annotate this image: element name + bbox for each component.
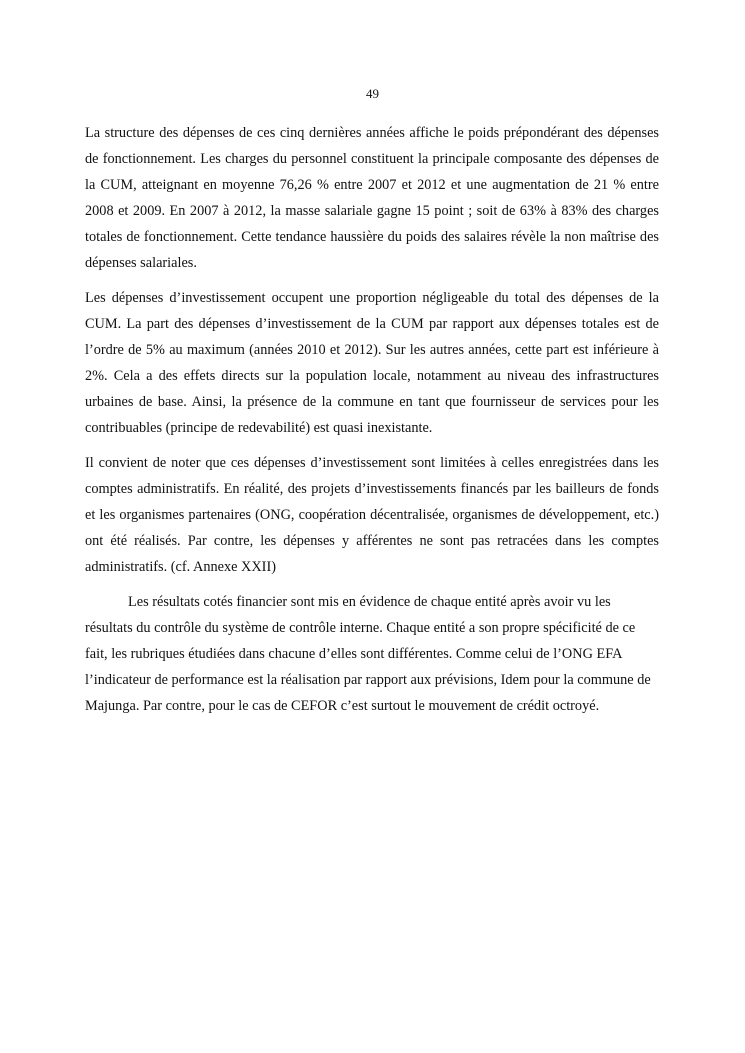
- paragraph-financial-results: Les résultats cotés financier sont mis en évidence de chaque entité après avoir vu les résultats du contrôle du système de contrôle interne. Chaque entité a son propre spécificité de ce fait, les rubriques étudiées dans chacune d’elles sont différentes. Comme celui de l’ONG EFA l’indicateur de performance est la réalisation par rapport aux prévisions, Idem pour la commune de Majunga. Par contre, pour le cas de CEFOR c’est surtout le mouvement de crédit octroyé.: [85, 594, 651, 714]
- body-text: [85, 120, 659, 728]
- paragraph-investment-expenses: Les dépenses d’investissement occupent une proportion négligeable du total des dépenses de la CUM. La part des dépenses d’investissement de la CUM par rapport aux dépenses totales est de l’ordre de 5% au maximum (années 2010 et 2012). Sur les autres années, cette part est inférieure à 2%. Cela a des effets directs sur la population locale, notamment au niveau des infrastructures urbaines de base. Ainsi, la présence de la commune en tant que fournisseur de services pour les contribuables (principe de redevabilité) est quasi inexistante.: [85, 290, 659, 436]
- page-number: 49: [366, 86, 379, 101]
- paragraph-administrative-accounts: Il convient de noter que ces dépenses d’investissement sont limitées à celles enregistrées dans les comptes administratifs. En réalité, des projets d’investissements financés par les bailleurs de fonds et les organismes partenaires (ONG, coopération décentralisée, organismes de développement, etc.) ont été réalisés. Par contre, les dépenses y afférentes ne sont pas retracées dans les comptes administratifs. (cf. Annexe XXII): [85, 455, 659, 575]
- paragraph-salary-expenses: La structure des dépenses de ces cinq dernières années affiche le poids prépondérant des dépenses de fonctionnement. Les charges du personnel constituent la principale composante des dépenses de la CUM, atteignant en moyenne 76,26 % entre 2007 et 2012 et une augmentation de 21 % entre 2008 et 2009. En 2007 à 2012, la masse salariale gagne 15 point ; soit de 63% à 83% des charges totales de fonctionnement. Cette tendance haussière du poids des salaires révèle la non maîtrise des dépenses salariales.: [85, 125, 659, 271]
